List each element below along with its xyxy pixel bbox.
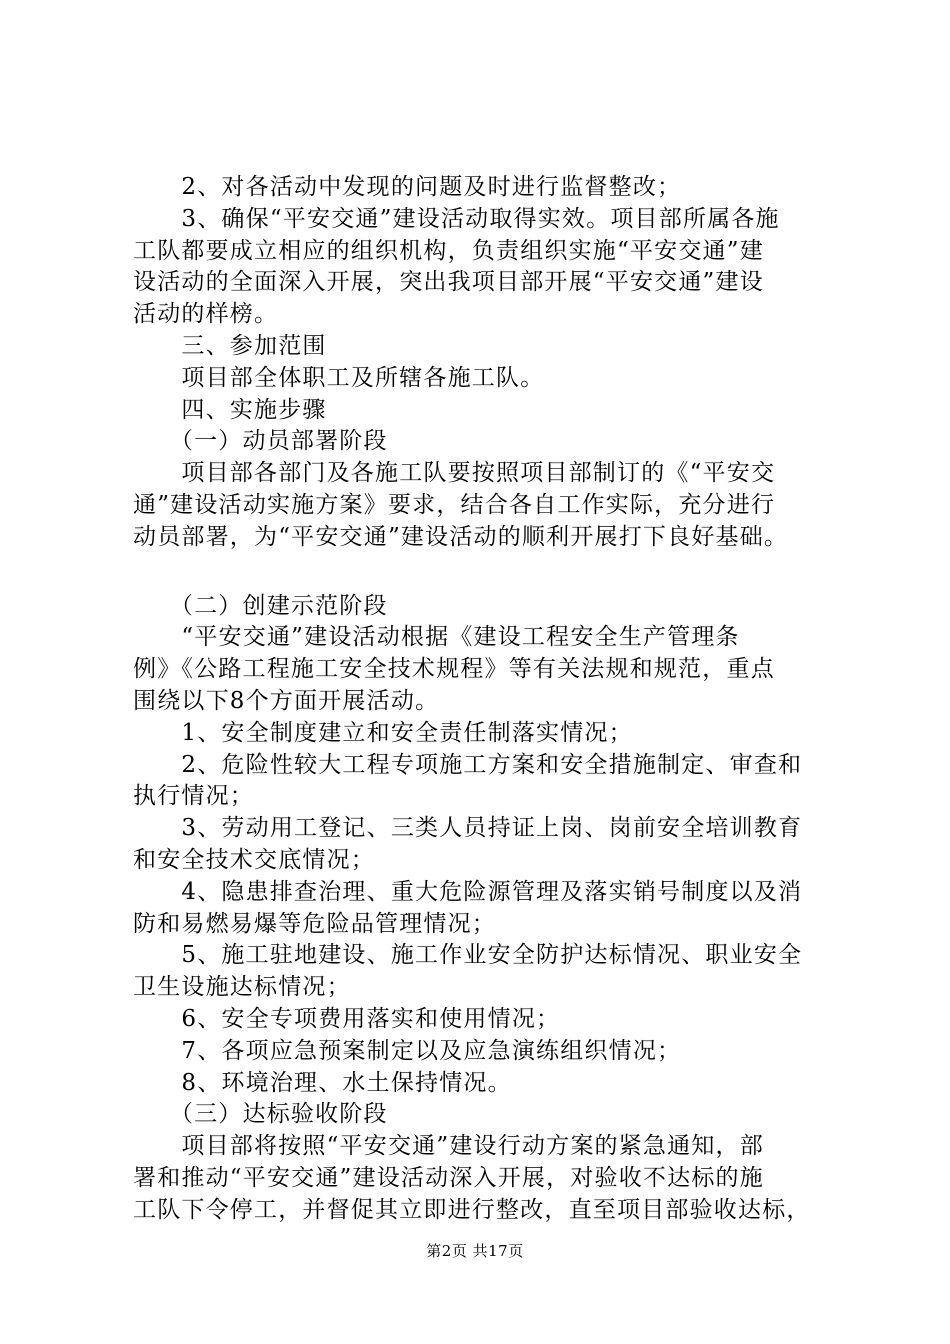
text-line: 通”建设活动实施方案》要求，结合各自工作实际，充分进行 <box>133 491 776 518</box>
list-item: 6、安全专项费用落实和使用情况； <box>133 1005 561 1032</box>
list-item: 2、危险性较大工程专项施工方案和安全措施制定、审查和 <box>133 751 803 778</box>
list-item: 4、隐患排查治理、重大危险源管理及落实销号制度以及消 <box>133 878 803 905</box>
text-line: 项目部全体职工及所辖各施工队。 <box>133 364 545 391</box>
paragraph-gap <box>133 554 833 591</box>
text-line: 执行情况； <box>133 783 254 810</box>
text-line: 卫生设施达标情况； <box>133 974 351 1001</box>
text-line: 和安全技术交底情况； <box>133 846 375 873</box>
text-line: 2、对各活动中发现的问题及时进行监督整改； <box>133 174 682 200</box>
subsection-heading: （三）达标验收阶段 <box>133 1101 388 1128</box>
text-line: 围绕以下8个方面开展活动。 <box>133 687 440 714</box>
text-line: “平安交通”建设活动根据《建设工程安全生产管理条 <box>133 624 740 651</box>
subsection-heading: （一）动员部署阶段 <box>133 428 388 455</box>
subsection-heading: （二）创建示范阶段 <box>133 592 388 619</box>
section-heading: 三、参加范围 <box>133 332 327 359</box>
text-line: 署和推动“平安交通”建设活动深入开展，对验收不达标的施 <box>133 1164 764 1191</box>
list-item: 8、环境治理、水土保持情况。 <box>133 1069 512 1096</box>
text-line: 项目部将按照“平安交通”建设行动方案的紧急通知，部 <box>133 1133 764 1160</box>
text-line: 工队都要成立相应的组织机构，负责组织实施“平安交通”建 <box>133 237 764 264</box>
page-number-footer: 第2页 共17页 <box>426 1242 524 1260</box>
document-body <box>133 172 833 1227</box>
text-line: 例》《公路工程施工安全技术规程》等有关法规和规范，重点 <box>133 656 775 683</box>
section-heading: 四、实施步骤 <box>133 396 327 423</box>
text-line: 动员部署，为“平安交通”建设活动的顺利开展打下良好基础。 <box>133 523 789 550</box>
text-line: 活动的样榜。 <box>133 301 279 328</box>
text-line: 3、确保“平安交通”建设活动取得实效。项目部所属各施 <box>133 205 780 232</box>
text-line: 工队下令停工，并督促其立即进行整改，直至项目部验收达标， <box>133 1196 811 1223</box>
text-line: 设活动的全面深入开展，突出我项目部开展“平安交通”建设 <box>133 269 764 296</box>
text-line: 防和易燃易爆等危险品管理情况； <box>133 910 496 937</box>
list-item: 5、施工驻地建设、施工作业安全防护达标情况、职业安全 <box>133 942 803 969</box>
list-item: 7、各项应急预案制定以及应急演练组织情况； <box>133 1037 682 1064</box>
list-item: 3、劳动用工登记、三类人员持证上岗、岗前安全培训教育 <box>133 815 803 842</box>
list-item: 1、安全制度建立和安全责任制落实情况； <box>133 719 633 746</box>
text-line: 项目部各部门及各施工队要按照项目部制订的《“平安交 <box>133 460 776 487</box>
